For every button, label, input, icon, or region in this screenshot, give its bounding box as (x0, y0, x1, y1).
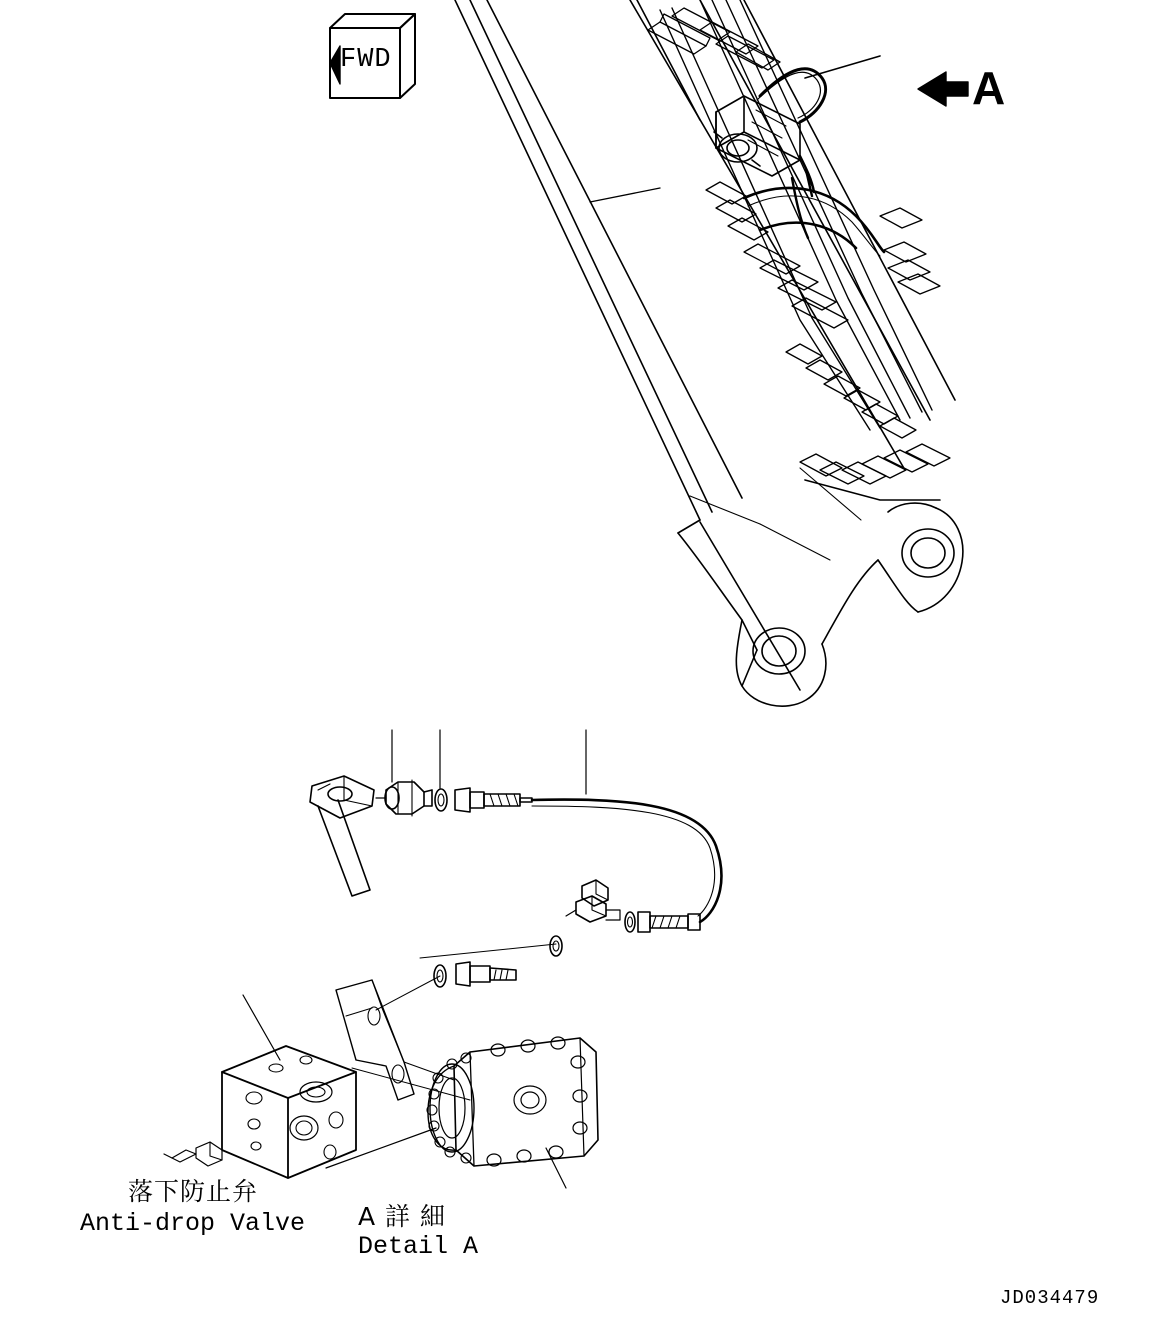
arm-mounted-valve-block (714, 56, 880, 176)
section-arrow-label-a: A (972, 62, 1006, 114)
leader-line-upper (590, 188, 660, 202)
hose-end-fitting-lower (638, 912, 700, 932)
o-ring-lower (625, 912, 635, 932)
arm-outline (455, 0, 963, 706)
hydraulic-pipe-runs (660, 0, 932, 430)
hydraulic-cylinder-head (427, 1037, 598, 1166)
mounting-bolt (456, 962, 516, 986)
adapter-fitting-lower (566, 880, 620, 922)
anti-drop-valve-label-en: Anti-drop Valve (80, 1209, 306, 1238)
anti-drop-valve-label-jp: 落下防止弁 (128, 1177, 259, 1206)
section-arrow-a (918, 72, 968, 106)
pipe-clamps-and-fittings (648, 8, 950, 484)
hydraulic-hose-detail (532, 800, 721, 922)
hose-end-fitting-upper (455, 788, 532, 812)
o-ring-upper (435, 789, 447, 811)
detail-a-label-jp: A 詳 細 (358, 1202, 446, 1231)
o-ring-mid (550, 936, 562, 956)
anti-drop-valve-block (164, 1046, 356, 1178)
drawing-number: JD034479 (1000, 1287, 1100, 1309)
detail-a-label-en: Detail A (358, 1232, 479, 1261)
elbow-fitting-upper (376, 780, 432, 816)
cylinder-head-clevis (310, 776, 374, 896)
fwd-tag-label: FWD (340, 45, 392, 75)
